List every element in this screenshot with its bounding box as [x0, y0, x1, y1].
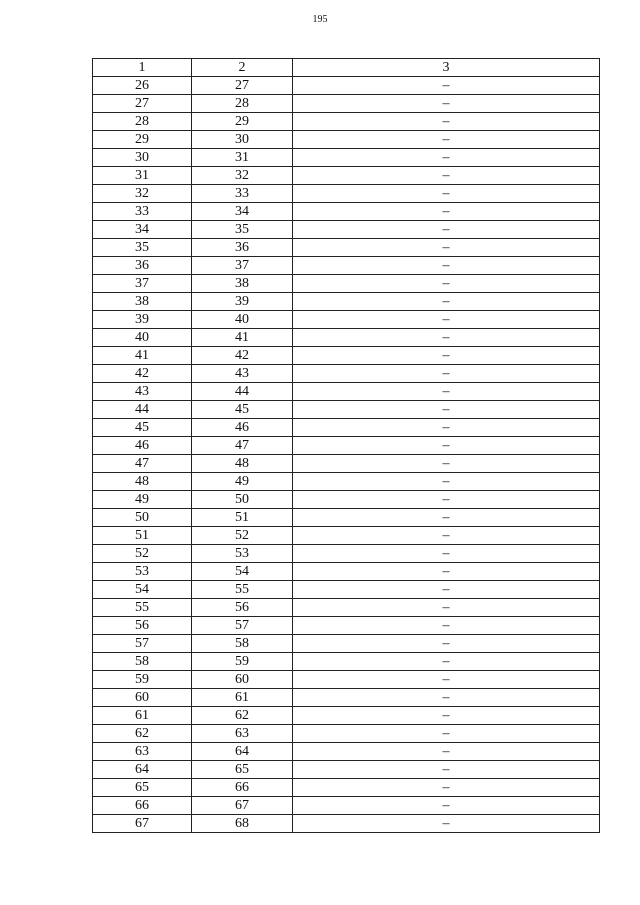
table-row — [93, 707, 600, 725]
table-cell-col-1: 53 — [93, 563, 192, 581]
table-cell-col-2: 41 — [192, 329, 293, 347]
table-row — [93, 113, 600, 131]
table-row — [93, 383, 600, 401]
table-cell-col-2: 46 — [192, 419, 293, 437]
table-cell-col-3: – — [293, 329, 600, 347]
table-cell-col-3: – — [293, 509, 600, 527]
table-cell-col-3: – — [293, 797, 600, 815]
table-cell-col-1: 39 — [93, 311, 192, 329]
table-cell-col-1: 27 — [93, 95, 192, 113]
table-cell-col-2: 59 — [192, 653, 293, 671]
table-cell-col-2: 68 — [192, 815, 293, 833]
table-cell-col-2: 39 — [192, 293, 293, 311]
table-body — [93, 77, 600, 833]
table-row — [93, 185, 600, 203]
table-cell-col-2: 66 — [192, 779, 293, 797]
table-cell-col-3: – — [293, 455, 600, 473]
table-row — [93, 509, 600, 527]
table-cell-col-1: 29 — [93, 131, 192, 149]
table-cell-col-1: 57 — [93, 635, 192, 653]
table-row — [93, 725, 600, 743]
table-row — [93, 257, 600, 275]
table-row — [93, 167, 600, 185]
table-cell-col-1: 63 — [93, 743, 192, 761]
table-row — [93, 635, 600, 653]
table-cell-col-2: 60 — [192, 671, 293, 689]
table-row — [93, 491, 600, 509]
table-row — [93, 815, 600, 833]
table-cell-col-3: – — [293, 545, 600, 563]
table-cell-col-3: – — [293, 77, 600, 95]
table-cell-col-3: – — [293, 599, 600, 617]
page-number: 195 — [312, 14, 328, 25]
column-header-1: 1 — [93, 59, 192, 77]
table-row — [93, 311, 600, 329]
table-cell-col-2: 37 — [192, 257, 293, 275]
table-cell-col-2: 42 — [192, 347, 293, 365]
table-row — [93, 401, 600, 419]
table-cell-col-3: – — [293, 401, 600, 419]
table-cell-col-2: 58 — [192, 635, 293, 653]
table-row — [93, 797, 600, 815]
table-row — [93, 527, 600, 545]
table-cell-col-1: 36 — [93, 257, 192, 275]
table-cell-col-2: 40 — [192, 311, 293, 329]
table-cell-col-2: 65 — [192, 761, 293, 779]
table-cell-col-1: 31 — [93, 167, 192, 185]
table-row — [93, 437, 600, 455]
table-cell-col-1: 66 — [93, 797, 192, 815]
table-row — [93, 761, 600, 779]
table-cell-col-3: – — [293, 617, 600, 635]
table-row — [93, 275, 600, 293]
table-cell-col-3: – — [293, 239, 600, 257]
table-cell-col-1: 28 — [93, 113, 192, 131]
table-cell-col-1: 34 — [93, 221, 192, 239]
table-row — [93, 653, 600, 671]
table-cell-col-2: 55 — [192, 581, 293, 599]
table-row — [93, 689, 600, 707]
table-cell-col-2: 27 — [192, 77, 293, 95]
table-row — [93, 293, 600, 311]
table-row — [93, 599, 600, 617]
table-cell-col-3: – — [293, 491, 600, 509]
table-cell-col-3: – — [293, 761, 600, 779]
table-cell-col-3: – — [293, 185, 600, 203]
table-cell-col-2: 54 — [192, 563, 293, 581]
table-cell-col-3: – — [293, 311, 600, 329]
table-cell-col-2: 35 — [192, 221, 293, 239]
table-cell-col-1: 48 — [93, 473, 192, 491]
table-cell-col-2: 47 — [192, 437, 293, 455]
table-cell-col-3: – — [293, 671, 600, 689]
table-cell-col-2: 50 — [192, 491, 293, 509]
table-cell-col-3: – — [293, 203, 600, 221]
table-cell-col-2: 30 — [192, 131, 293, 149]
table-cell-col-1: 65 — [93, 779, 192, 797]
table-cell-col-3: – — [293, 383, 600, 401]
table-cell-col-3: – — [293, 473, 600, 491]
table-row — [93, 545, 600, 563]
table-cell-col-1: 51 — [93, 527, 192, 545]
table-cell-col-2: 29 — [192, 113, 293, 131]
table-cell-col-3: – — [293, 149, 600, 167]
table-cell-col-1: 54 — [93, 581, 192, 599]
table-cell-col-3: – — [293, 257, 600, 275]
table-row — [93, 131, 600, 149]
table-cell-col-1: 49 — [93, 491, 192, 509]
table-cell-col-1: 60 — [93, 689, 192, 707]
table-cell-col-3: – — [293, 707, 600, 725]
table-row — [93, 329, 600, 347]
table-cell-col-1: 30 — [93, 149, 192, 167]
table-cell-col-2: 61 — [192, 689, 293, 707]
table-cell-col-2: 34 — [192, 203, 293, 221]
table-cell-col-2: 52 — [192, 527, 293, 545]
table-cell-col-3: – — [293, 743, 600, 761]
table-row — [93, 149, 600, 167]
table-cell-col-1: 64 — [93, 761, 192, 779]
table-cell-col-1: 32 — [93, 185, 192, 203]
table-cell-col-3: – — [293, 131, 600, 149]
table-cell-col-3: – — [293, 167, 600, 185]
table-row — [93, 455, 600, 473]
table-row — [93, 203, 600, 221]
table-cell-col-1: 52 — [93, 545, 192, 563]
table-cell-col-3: – — [293, 815, 600, 833]
table-cell-col-3: – — [293, 347, 600, 365]
table-cell-col-3: – — [293, 95, 600, 113]
table-cell-col-1: 50 — [93, 509, 192, 527]
table-cell-col-1: 38 — [93, 293, 192, 311]
table-cell-col-1: 40 — [93, 329, 192, 347]
table-cell-col-1: 44 — [93, 401, 192, 419]
table-cell-col-3: – — [293, 779, 600, 797]
table-cell-col-1: 35 — [93, 239, 192, 257]
table-cell-col-3: – — [293, 437, 600, 455]
table-cell-col-1: 41 — [93, 347, 192, 365]
table-cell-col-1: 67 — [93, 815, 192, 833]
table-cell-col-3: – — [293, 689, 600, 707]
table-cell-col-2: 48 — [192, 455, 293, 473]
table-row — [93, 671, 600, 689]
table-cell-col-1: 37 — [93, 275, 192, 293]
table-cell-col-3: – — [293, 293, 600, 311]
table-cell-col-1: 26 — [93, 77, 192, 95]
table-cell-col-1: 55 — [93, 599, 192, 617]
table-cell-col-1: 33 — [93, 203, 192, 221]
header-row — [93, 59, 600, 77]
table-cell-col-1: 45 — [93, 419, 192, 437]
table-cell-col-3: – — [293, 365, 600, 383]
table-cell-col-2: 45 — [192, 401, 293, 419]
table-row — [93, 473, 600, 491]
table-cell-col-1: 58 — [93, 653, 192, 671]
table-cell-col-1: 56 — [93, 617, 192, 635]
table-cell-col-2: 56 — [192, 599, 293, 617]
table-cell-col-2: 44 — [192, 383, 293, 401]
column-header-3: 3 — [293, 59, 600, 77]
table-row — [93, 779, 600, 797]
table-row — [93, 617, 600, 635]
table-cell-col-3: – — [293, 581, 600, 599]
table-cell-col-2: 31 — [192, 149, 293, 167]
table-cell-col-3: – — [293, 113, 600, 131]
table-cell-col-3: – — [293, 419, 600, 437]
table-cell-col-2: 36 — [192, 239, 293, 257]
table-cell-col-1: 47 — [93, 455, 192, 473]
table-cell-col-2: 53 — [192, 545, 293, 563]
table-cell-col-3: – — [293, 221, 600, 239]
table-cell-col-2: 32 — [192, 167, 293, 185]
table-cell-col-1: 62 — [93, 725, 192, 743]
data-table — [92, 58, 600, 833]
table-cell-col-2: 51 — [192, 509, 293, 527]
table-row — [93, 419, 600, 437]
table-row — [93, 77, 600, 95]
table-row — [93, 239, 600, 257]
table-row — [93, 743, 600, 761]
table-row — [93, 95, 600, 113]
table-row — [93, 365, 600, 383]
table-row — [93, 221, 600, 239]
table-cell-col-1: 42 — [93, 365, 192, 383]
table-cell-col-2: 67 — [192, 797, 293, 815]
table-cell-col-1: 43 — [93, 383, 192, 401]
table-cell-col-1: 46 — [93, 437, 192, 455]
table-cell-col-3: – — [293, 653, 600, 671]
table-cell-col-3: – — [293, 527, 600, 545]
table-cell-col-2: 28 — [192, 95, 293, 113]
table-row — [93, 581, 600, 599]
table-cell-col-2: 38 — [192, 275, 293, 293]
table-cell-col-2: 62 — [192, 707, 293, 725]
table-row — [93, 563, 600, 581]
table-cell-col-3: – — [293, 635, 600, 653]
table-cell-col-3: – — [293, 275, 600, 293]
table-row — [93, 347, 600, 365]
table-cell-col-1: 61 — [93, 707, 192, 725]
table-cell-col-2: 49 — [192, 473, 293, 491]
table-header — [93, 59, 600, 77]
table-cell-col-2: 43 — [192, 365, 293, 383]
table-cell-col-3: – — [293, 563, 600, 581]
table-cell-col-2: 33 — [192, 185, 293, 203]
column-header-2: 2 — [192, 59, 293, 77]
table-cell-col-2: 64 — [192, 743, 293, 761]
table-cell-col-3: – — [293, 725, 600, 743]
table-cell-col-1: 59 — [93, 671, 192, 689]
table-cell-col-2: 63 — [192, 725, 293, 743]
table-cell-col-2: 57 — [192, 617, 293, 635]
